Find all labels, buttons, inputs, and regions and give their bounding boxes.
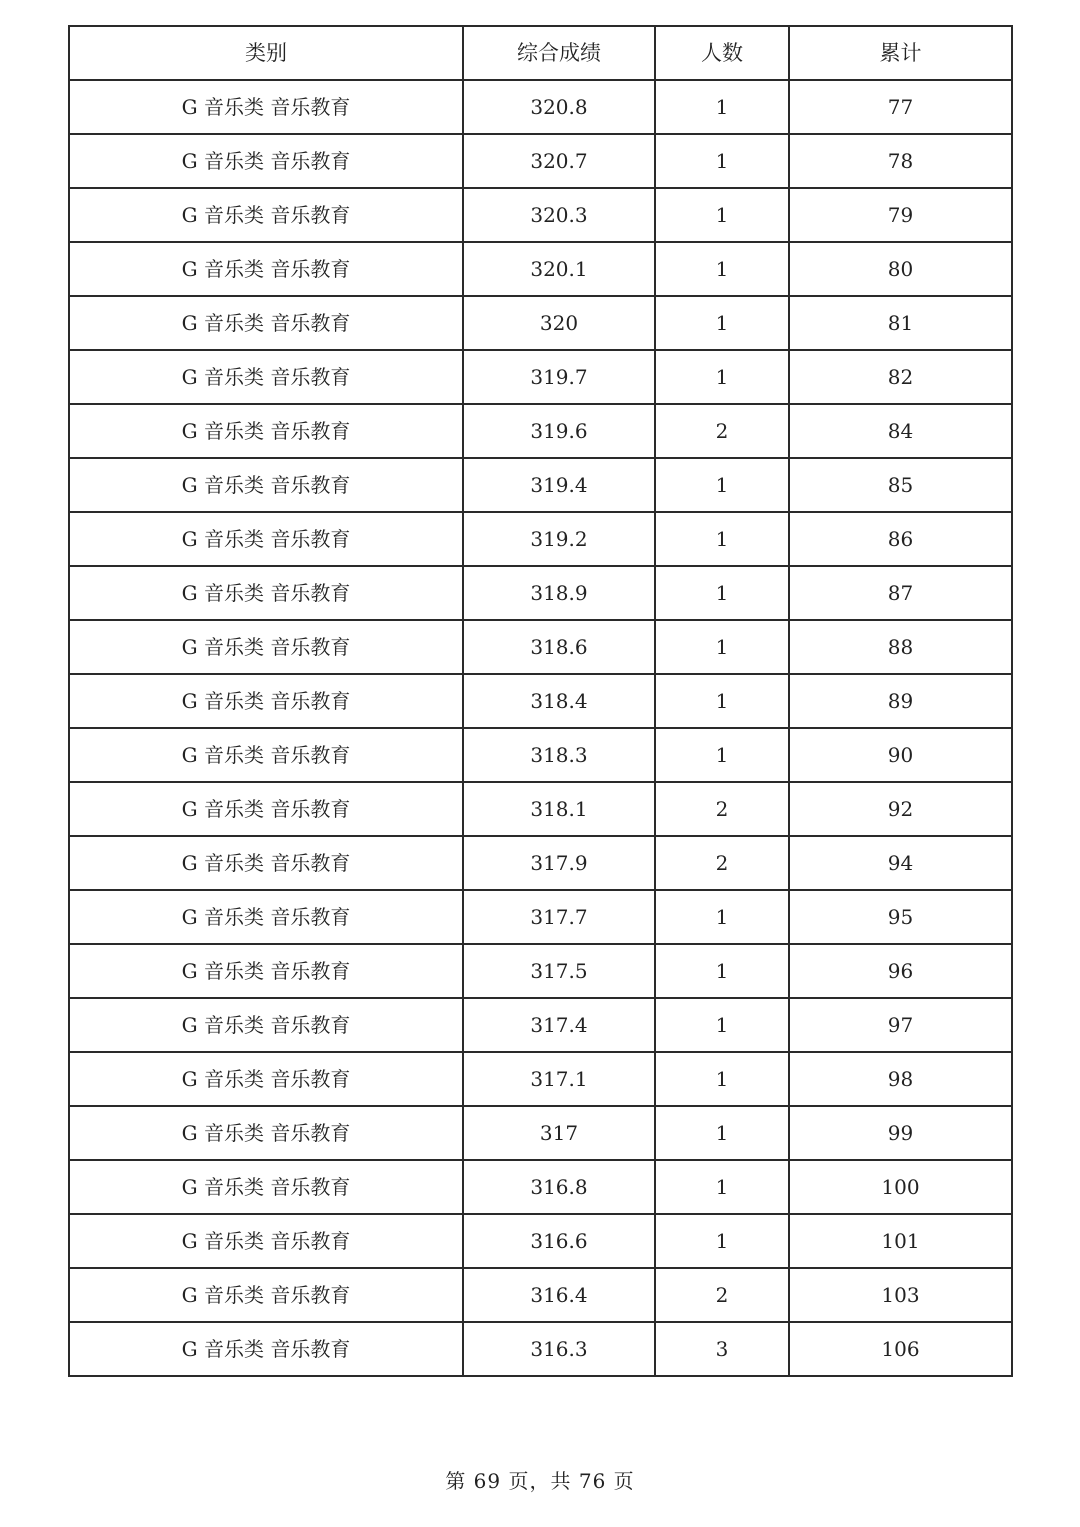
cell-score: 319.7 xyxy=(463,350,655,404)
table-row xyxy=(69,1214,1012,1268)
cell-cumulative: 85 xyxy=(789,458,1012,512)
cell-count: 1 xyxy=(655,1160,789,1214)
table-row xyxy=(69,782,1012,836)
cell-category: G 音乐类 音乐教育 xyxy=(69,1214,463,1268)
cell-score: 319.6 xyxy=(463,404,655,458)
cell-category: G 音乐类 音乐教育 xyxy=(69,674,463,728)
cell-cumulative: 86 xyxy=(789,512,1012,566)
cell-cumulative: 84 xyxy=(789,404,1012,458)
table-row xyxy=(69,890,1012,944)
cell-count: 1 xyxy=(655,1214,789,1268)
cell-score: 316.4 xyxy=(463,1268,655,1322)
cell-cumulative: 80 xyxy=(789,242,1012,296)
table-row xyxy=(69,188,1012,242)
cell-cumulative: 88 xyxy=(789,620,1012,674)
header-cumulative: 累计 xyxy=(789,26,1012,80)
cell-count: 1 xyxy=(655,512,789,566)
cell-category: G 音乐类 音乐教育 xyxy=(69,80,463,134)
table-row xyxy=(69,80,1012,134)
cell-cumulative: 103 xyxy=(789,1268,1012,1322)
cell-category: G 音乐类 音乐教育 xyxy=(69,782,463,836)
header-score: 综合成绩 xyxy=(463,26,655,80)
table-row xyxy=(69,728,1012,782)
cell-count: 1 xyxy=(655,674,789,728)
cell-cumulative: 90 xyxy=(789,728,1012,782)
cell-count: 1 xyxy=(655,728,789,782)
cell-count: 1 xyxy=(655,134,789,188)
cell-category: G 音乐类 音乐教育 xyxy=(69,998,463,1052)
header-category: 类别 xyxy=(69,26,463,80)
cell-score: 317.7 xyxy=(463,890,655,944)
cell-count: 2 xyxy=(655,404,789,458)
cell-cumulative: 106 xyxy=(789,1322,1012,1376)
cell-score: 317 xyxy=(463,1106,655,1160)
table-row xyxy=(69,350,1012,404)
cell-cumulative: 77 xyxy=(789,80,1012,134)
cell-score: 320.7 xyxy=(463,134,655,188)
cell-category: G 音乐类 音乐教育 xyxy=(69,728,463,782)
cell-score: 319.2 xyxy=(463,512,655,566)
cell-count: 1 xyxy=(655,1052,789,1106)
table-row xyxy=(69,944,1012,998)
cell-cumulative: 96 xyxy=(789,944,1012,998)
cell-score: 316.6 xyxy=(463,1214,655,1268)
cell-category: G 音乐类 音乐教育 xyxy=(69,1052,463,1106)
cell-cumulative: 99 xyxy=(789,1106,1012,1160)
cell-category: G 音乐类 音乐教育 xyxy=(69,134,463,188)
cell-score: 318.3 xyxy=(463,728,655,782)
cell-category: G 音乐类 音乐教育 xyxy=(69,242,463,296)
cell-score: 320 xyxy=(463,296,655,350)
cell-cumulative: 97 xyxy=(789,998,1012,1052)
table-header-row xyxy=(69,26,1012,80)
cell-count: 2 xyxy=(655,836,789,890)
cell-score: 320.8 xyxy=(463,80,655,134)
cell-cumulative: 95 xyxy=(789,890,1012,944)
cell-count: 2 xyxy=(655,1268,789,1322)
cell-cumulative: 82 xyxy=(789,350,1012,404)
cell-count: 1 xyxy=(655,566,789,620)
cell-count: 1 xyxy=(655,242,789,296)
cell-score: 317.9 xyxy=(463,836,655,890)
cell-category: G 音乐类 音乐教育 xyxy=(69,296,463,350)
cell-cumulative: 87 xyxy=(789,566,1012,620)
cell-score: 320.1 xyxy=(463,242,655,296)
table-row xyxy=(69,404,1012,458)
cell-count: 1 xyxy=(655,998,789,1052)
table-row xyxy=(69,1322,1012,1376)
cell-count: 2 xyxy=(655,782,789,836)
cell-cumulative: 81 xyxy=(789,296,1012,350)
page-number: 第 69 页，共 76 页 xyxy=(445,1469,635,1493)
cell-cumulative: 94 xyxy=(789,836,1012,890)
cell-count: 1 xyxy=(655,350,789,404)
cell-category: G 音乐类 音乐教育 xyxy=(69,836,463,890)
cell-cumulative: 89 xyxy=(789,674,1012,728)
cell-score: 317.5 xyxy=(463,944,655,998)
cell-score: 319.4 xyxy=(463,458,655,512)
cell-cumulative: 98 xyxy=(789,1052,1012,1106)
cell-count: 1 xyxy=(655,944,789,998)
cell-score: 318.9 xyxy=(463,566,655,620)
table-row xyxy=(69,242,1012,296)
cell-cumulative: 79 xyxy=(789,188,1012,242)
table-row xyxy=(69,836,1012,890)
table-row xyxy=(69,1160,1012,1214)
cell-score: 316.3 xyxy=(463,1322,655,1376)
table-row xyxy=(69,134,1012,188)
cell-score: 318.6 xyxy=(463,620,655,674)
cell-cumulative: 100 xyxy=(789,1160,1012,1214)
cell-cumulative: 78 xyxy=(789,134,1012,188)
cell-category: G 音乐类 音乐教育 xyxy=(69,404,463,458)
cell-count: 3 xyxy=(655,1322,789,1376)
table-row xyxy=(69,296,1012,350)
cell-category: G 音乐类 音乐教育 xyxy=(69,458,463,512)
cell-category: G 音乐类 音乐教育 xyxy=(69,566,463,620)
cell-cumulative: 92 xyxy=(789,782,1012,836)
table-row xyxy=(69,1106,1012,1160)
cell-category: G 音乐类 音乐教育 xyxy=(69,512,463,566)
cell-cumulative: 101 xyxy=(789,1214,1012,1268)
header-count: 人数 xyxy=(655,26,789,80)
cell-count: 1 xyxy=(655,188,789,242)
cell-category: G 音乐类 音乐教育 xyxy=(69,1268,463,1322)
cell-count: 1 xyxy=(655,620,789,674)
table-row xyxy=(69,1268,1012,1322)
cell-category: G 音乐类 音乐教育 xyxy=(69,188,463,242)
table-row xyxy=(69,512,1012,566)
cell-score: 320.3 xyxy=(463,188,655,242)
table-body xyxy=(69,80,1012,1376)
score-table-container xyxy=(68,25,1011,1377)
cell-category: G 音乐类 音乐教育 xyxy=(69,890,463,944)
cell-category: G 音乐类 音乐教育 xyxy=(69,350,463,404)
cell-category: G 音乐类 音乐教育 xyxy=(69,620,463,674)
cell-score: 318.1 xyxy=(463,782,655,836)
cell-category: G 音乐类 音乐教育 xyxy=(69,944,463,998)
cell-count: 1 xyxy=(655,80,789,134)
cell-count: 1 xyxy=(655,296,789,350)
table-row xyxy=(69,458,1012,512)
table-row xyxy=(69,620,1012,674)
score-table xyxy=(68,25,1013,1377)
cell-count: 1 xyxy=(655,890,789,944)
table-row xyxy=(69,566,1012,620)
cell-score: 316.8 xyxy=(463,1160,655,1214)
table-row xyxy=(69,674,1012,728)
cell-category: G 音乐类 音乐教育 xyxy=(69,1160,463,1214)
cell-score: 318.4 xyxy=(463,674,655,728)
cell-category: G 音乐类 音乐教育 xyxy=(69,1106,463,1160)
table-row xyxy=(69,998,1012,1052)
cell-count: 1 xyxy=(655,1106,789,1160)
cell-category: G 音乐类 音乐教育 xyxy=(69,1322,463,1376)
cell-score: 317.4 xyxy=(463,998,655,1052)
table-row xyxy=(69,1052,1012,1106)
cell-score: 317.1 xyxy=(463,1052,655,1106)
cell-count: 1 xyxy=(655,458,789,512)
